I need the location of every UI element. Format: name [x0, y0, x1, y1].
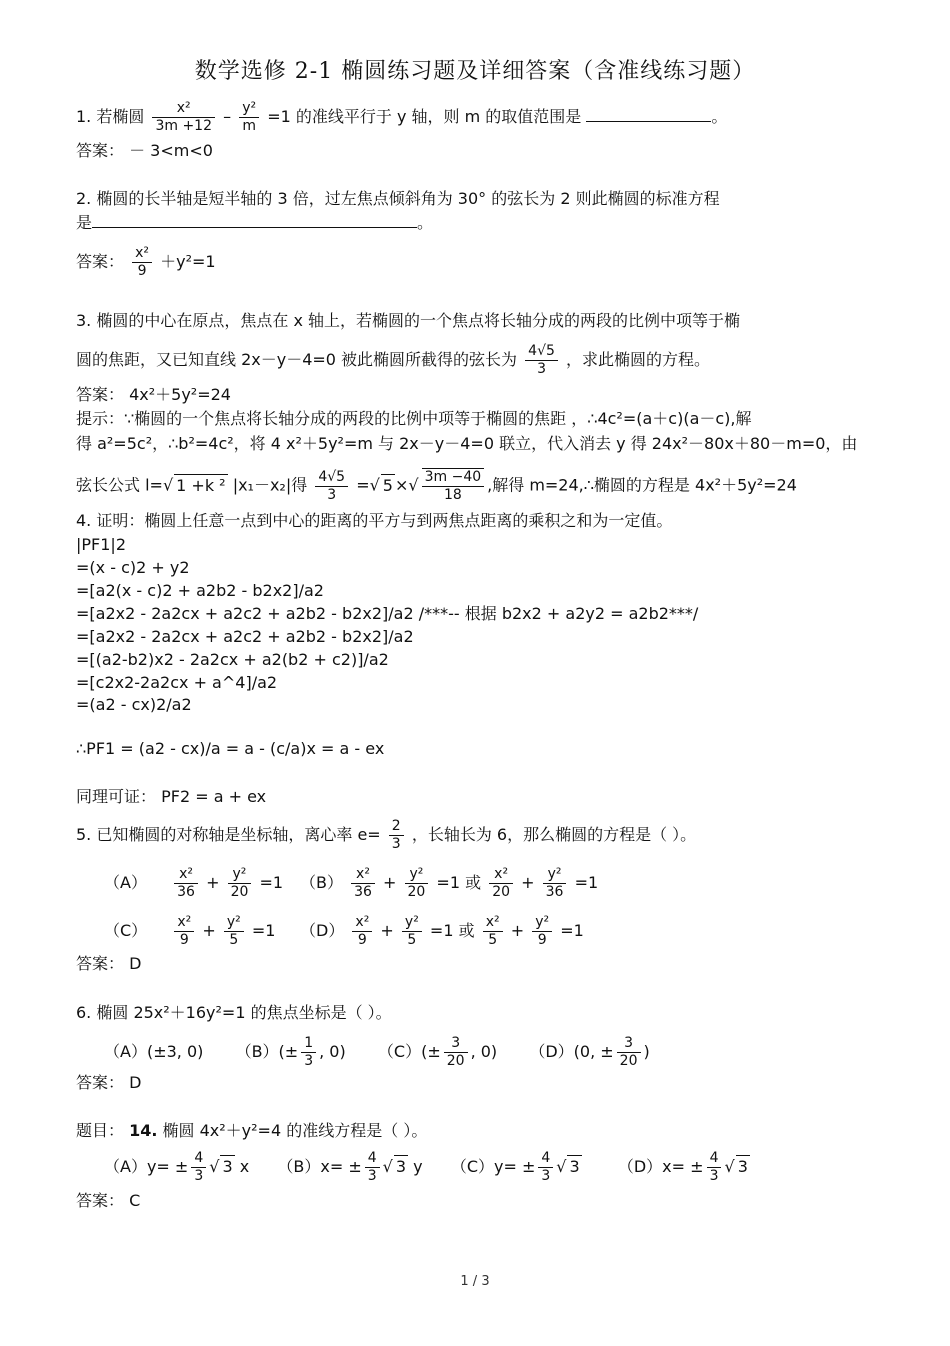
q5-c-frac-y: [224, 914, 244, 949]
sqrt-icon: √: [162, 475, 174, 495]
q6-option-d-pre: （D）(0, ±: [529, 1042, 614, 1061]
q5-a-frac-y: [228, 866, 252, 901]
plus-sign: +: [202, 921, 216, 940]
q6-option-b-pre: （B）(±: [235, 1042, 299, 1061]
q1-f2-numerator: y²: [239, 100, 259, 118]
q3-hint-3-d: ×: [394, 475, 409, 495]
q3-chord-denominator: 3: [537, 361, 546, 377]
q5-d-frac-x2: [483, 914, 503, 949]
q5-option-a-label: （A）: [104, 873, 147, 892]
q5-b-frac-y: [405, 866, 429, 901]
q1-fraction-2: [239, 100, 259, 135]
q5-c-frac-x: [174, 914, 194, 949]
q3-line-2-suffix: ，求此椭圆的方程。: [566, 350, 711, 369]
q3-sqrt-1: 1 +k ²: [176, 475, 226, 495]
q1-answer-blank: [586, 107, 711, 122]
q4-line: =(x - c)2 + y2: [76, 558, 190, 577]
q5-option-c-label: （C）: [104, 921, 148, 940]
q5-suffix: ，长轴长为 6，那么椭圆的方程是（ ）。: [411, 825, 697, 844]
q14-option-a-pre: （A）y= ±: [104, 1157, 189, 1176]
q3-line-2-prefix: 圆的焦距，又已知直线 2x－y－4=0 被此椭圆所截得的弦长为: [76, 350, 518, 369]
q5-answer: 答案： D: [76, 954, 142, 973]
frac-denominator: 3: [367, 1168, 377, 1184]
q2-line-2-suffix: 。: [417, 213, 434, 232]
q14-option-a-post: x: [239, 1157, 250, 1176]
q5-option-a: [104, 866, 283, 901]
equals-one: =1: [259, 873, 284, 892]
frac-denominator: 5: [407, 932, 417, 948]
frac-numerator: 4: [365, 1150, 380, 1168]
equals-one: =1: [429, 921, 454, 940]
frac-denominator: 36: [177, 884, 195, 900]
q3-hint-3-c: =: [356, 475, 370, 495]
plus-sign: +: [380, 921, 394, 940]
q5-d-frac-x: [352, 914, 372, 949]
q4-line: =[a2x2 - 2a2cx + a2c2 + a2b2 - b2x2]/a2 /***-- 根据 b2x2 + a2y2 = a2b2***/: [76, 604, 699, 623]
plus-sign: +: [206, 873, 220, 892]
q14-stem-pre: 题目：: [76, 1121, 130, 1140]
plus-sign: +: [510, 921, 525, 940]
q5-eccentricity-fraction: [389, 818, 404, 853]
frac-denominator: 20: [407, 884, 426, 900]
frac-numerator: x²: [174, 866, 198, 884]
frac-numerator: y²: [405, 866, 429, 884]
frac-numerator: 3: [444, 1035, 468, 1053]
q5-option-b-label: （B）: [300, 873, 343, 892]
q6-option-b-post: , 0): [319, 1042, 346, 1061]
q3-answer: 答案： 4x²＋5y²=24: [76, 385, 231, 404]
q6-answer: 答案： D: [76, 1073, 142, 1092]
q14-option-b-post: y: [413, 1157, 423, 1176]
q14-b-root: 3: [395, 1157, 407, 1176]
q14-a-root: 3: [222, 1157, 233, 1176]
q6-b-fraction: [301, 1035, 316, 1070]
q3-hint-2: 得 a²=5c²，∴b²=4c²，将 4 x²＋5y²=m 与 2x－y－4=0 联立，代入消去 y 得 24x²－80x＋80－m=0，由: [76, 434, 858, 453]
plus-sign: +: [383, 873, 397, 892]
q6-option-c-post: , 0): [470, 1042, 498, 1061]
sqrt-icon: √: [724, 1157, 735, 1176]
q1-minus: –: [223, 107, 232, 126]
q6-stem: 6. 椭圆 25x²＋16y²=1 的焦点坐标是（ ）。: [76, 1003, 392, 1022]
equals-one: =1: [560, 921, 584, 940]
q2-answer-fraction: [132, 245, 152, 280]
q5-b-frac-x: [351, 866, 375, 901]
frac-numerator: y²: [532, 914, 552, 932]
sqrt-icon: √: [556, 1157, 567, 1176]
q5-a-frac-x: [174, 866, 198, 901]
q4-line: |PF1|2: [76, 535, 126, 554]
q14-options: [104, 1150, 750, 1185]
q3-hint-3-b: |x₁－x₂|得: [232, 475, 308, 495]
q2-answer-prefix: 答案：: [76, 252, 125, 271]
q5-option-d-label: （D）: [300, 921, 345, 940]
q3-chord-fraction: [525, 343, 558, 378]
equals-one: =1: [436, 873, 461, 892]
frac-denominator: 5: [488, 932, 498, 948]
sqrt-icon: √: [209, 1157, 220, 1176]
q2-line-2: [76, 212, 433, 234]
q3-hint-3-e: ,解得 m=24,∴椭圆的方程是 4x²＋5y²=24: [487, 475, 797, 495]
q14-option-c-pre: （C）y= ±: [450, 1157, 536, 1176]
page-number: 1 / 3: [460, 1274, 490, 1289]
frac-numerator: x²: [489, 866, 513, 884]
q6-options: [104, 1035, 650, 1070]
q3-hint-f1-denominator: 3: [327, 486, 337, 503]
frac-numerator: y²: [543, 866, 567, 884]
frac-numerator: 1: [301, 1035, 316, 1053]
q1-prefix: 1. 若椭圆: [76, 107, 145, 126]
q1-answer: 答案： － 3<m<0: [76, 141, 213, 160]
frac-denominator: 36: [354, 884, 372, 900]
frac-denominator: 3: [194, 1168, 204, 1184]
q6-c-fraction: [444, 1035, 468, 1070]
q5-prefix: 5. 已知椭圆的对称轴是坐标轴，离心率 e=: [76, 825, 381, 844]
q14-c-fraction: [538, 1150, 553, 1185]
equals-one: =1: [574, 873, 599, 892]
q6-option-d-post: ): [643, 1042, 650, 1061]
q14-option-b-pre: （B）x= ±: [277, 1157, 362, 1176]
q14-option-d-pre: （D）x= ±: [617, 1157, 704, 1176]
q2-line-1: 2. 椭圆的长半轴是短半轴的 3 倍，过左焦点倾斜角为 30° 的弦长为 2 则此椭圆的标准方程: [76, 189, 720, 208]
q14-d-root: 3: [737, 1157, 748, 1176]
q4-line: 4. 证明：椭圆上任意一点到中心的距离的平方与到两焦点距离的乘积之和为一定值。: [76, 511, 673, 530]
q3-hint-3: [76, 468, 797, 504]
q14-d-fraction: [707, 1150, 722, 1185]
document-title: 数学选修 2-1 椭圆练习题及详细答案（含准线练习题）: [194, 59, 756, 84]
frac-denominator: 20: [230, 884, 249, 900]
q5-option-b: [300, 866, 598, 901]
frac-denominator: 9: [357, 932, 367, 948]
frac-numerator: 3: [617, 1035, 641, 1053]
frac-denominator: 36: [545, 884, 564, 900]
question-1: [76, 100, 727, 135]
q3-hint-3-a: 弦长公式 l=: [76, 475, 163, 495]
q3-hint-fraction-1: [315, 469, 348, 504]
frac-numerator: y²: [402, 914, 422, 932]
q2-ans-numerator: x²: [132, 245, 152, 263]
or-word: 或: [465, 873, 482, 892]
q4-line: =(a2 - cx)2/a2: [76, 695, 192, 714]
q5-e-denominator: 3: [391, 836, 401, 852]
q3-hint-1: 提示：∵椭圆的一个焦点将长轴分成的两段的比例中项等于椭圆的焦距 ，∴4c²=(a＋c)(a－c),解: [76, 409, 752, 428]
frac-numerator: x²: [483, 914, 503, 932]
q14-stem: [76, 1120, 427, 1142]
q14-number: 14.: [129, 1121, 158, 1140]
equals-one: =1: [251, 921, 276, 940]
q5-option-c: [104, 914, 275, 949]
q14-answer: 答案： C: [76, 1191, 141, 1210]
q2-answer-suffix: ＋y²=1: [160, 252, 216, 271]
frac-numerator: y²: [224, 914, 244, 932]
q3-sqrt-2: 5: [382, 475, 393, 495]
frac-numerator: x²: [351, 866, 375, 884]
frac-numerator: 4: [191, 1150, 206, 1168]
frac-denominator: 5: [229, 932, 239, 948]
q14-b-fraction: [365, 1150, 380, 1185]
q4-line: =[(a2-b2)x2 - 2a2cx + a2(b2 + c2)]/a2: [76, 650, 389, 669]
frac-denominator: 20: [492, 884, 511, 900]
q4-similar-proof: 同理可证： PF2 = a + ex: [76, 787, 267, 806]
q3-hint-f1-numerator: 4√5: [315, 469, 348, 487]
frac-numerator: x²: [352, 914, 372, 932]
q1-suffix: =1 的准线平行于 y 轴，则 m 的取值范围是: [267, 107, 582, 126]
frac-denominator: 9: [537, 932, 547, 948]
q3-hint-f2-numerator: 3m −40: [422, 469, 485, 487]
q1-f2-denominator: m: [242, 118, 256, 134]
q6-d-fraction: [617, 1035, 641, 1070]
frac-denominator: 20: [446, 1053, 465, 1069]
q4-conclusion: ∴PF1 = (a2 - cx)/a = a - (c/a)x = a - ex: [76, 739, 385, 758]
q5-d-frac-y2: [532, 914, 552, 949]
q1-f1-numerator: x²: [152, 100, 215, 118]
q14-a-fraction: [191, 1150, 206, 1185]
q5-d-frac-y: [402, 914, 422, 949]
q1-period: 。: [711, 107, 728, 126]
q3-hint-f2-denominator: 18: [443, 487, 462, 503]
q4-line: =[c2x2-2a2cx + a^4]/a2: [76, 673, 278, 692]
frac-denominator: 9: [179, 932, 189, 948]
q3-line-2: [76, 343, 710, 378]
q6-option-c-pre: （C）(±: [377, 1042, 441, 1061]
q5-option-d: [300, 914, 584, 949]
q2-answer: [76, 245, 216, 280]
q5-b-frac-y2: [543, 866, 567, 901]
q2-ans-denominator: 9: [137, 263, 147, 279]
frac-denominator: 3: [304, 1053, 314, 1069]
q3-chord-numerator: 4√5: [525, 343, 558, 361]
frac-denominator: 20: [619, 1053, 638, 1069]
sqrt-icon: √: [382, 1157, 393, 1176]
or-word: 或: [458, 921, 475, 940]
q1-fraction-1: [152, 100, 215, 135]
frac-denominator: 3: [709, 1168, 719, 1184]
frac-numerator: y²: [228, 866, 252, 884]
q4-line: =[a2(x - c)2 + a2b2 - b2x2]/a2: [76, 581, 324, 600]
sqrt-icon: √: [369, 475, 380, 495]
question-5: [76, 818, 696, 853]
plus-sign: +: [521, 873, 535, 892]
q5-e-numerator: 2: [389, 818, 404, 836]
q2-line-2-prefix: 是: [76, 213, 93, 232]
q14-stem-post: 椭圆 4x²＋y²=4 的准线方程是（ ）。: [157, 1121, 428, 1140]
frac-numerator: x²: [174, 914, 194, 932]
q3-line-1: 3. 椭圆的中心在原点，焦点在 x 轴上，若椭圆的一个焦点将长轴分成的两段的比例中项等于椭: [76, 311, 740, 330]
sqrt-icon: √: [408, 475, 419, 495]
q6-option-a: （A）(±3, 0): [104, 1042, 204, 1061]
frac-numerator: 4: [538, 1150, 553, 1168]
frac-numerator: 4: [707, 1150, 722, 1168]
q1-f1-denominator: 3m +12: [155, 118, 212, 134]
q4-line: =[a2x2 - 2a2cx + a2c2 + a2b2 - b2x2]/a2: [76, 627, 414, 646]
q14-c-root: 3: [569, 1157, 580, 1176]
q3-hint-fraction-2: [422, 468, 485, 504]
q2-answer-blank: [92, 213, 417, 228]
frac-denominator: 3: [541, 1168, 551, 1184]
q5-b-frac-x2: [489, 866, 513, 901]
